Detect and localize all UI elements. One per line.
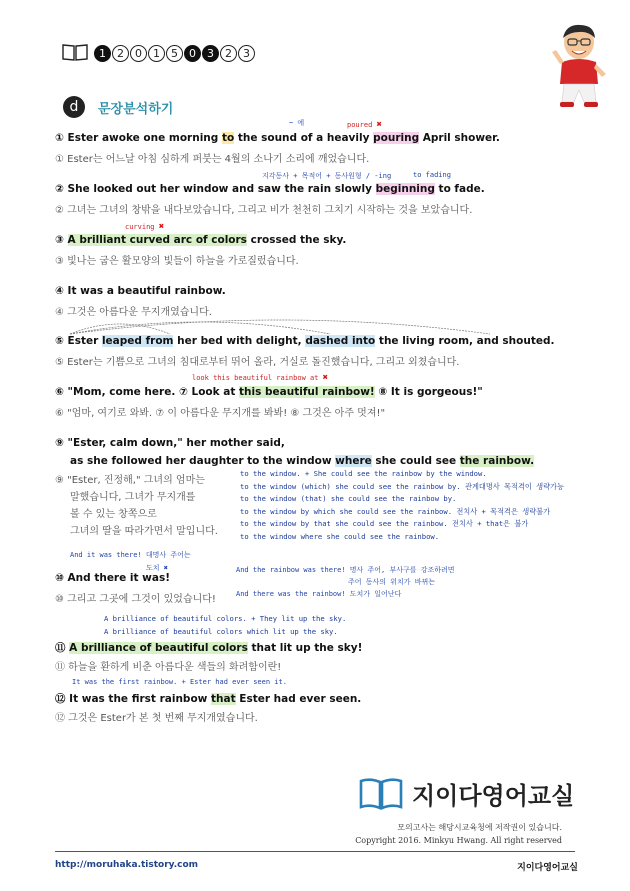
code-digits [94,42,256,62]
sentence-6-8: ⑥ "Mom, come here. ⑦ Look at this beautiful rainbow! ⑧ It is gorgeous!" [55,386,483,398]
translation-10: ⑩ 그리고 그곳에 그것이 있었습니다! [55,594,216,605]
note-line: to the window by that she could see the rainbow. 전치사 + that은 불가 [240,519,529,529]
sentence-10: ⑩ And there it was! [55,572,170,584]
code-digit: 2 [112,45,129,62]
sentence-9-line-2: as she followed her daughter to the window where she could see the rainbow. [70,455,535,467]
footer-divider [55,851,575,852]
code-digit: 2 [220,45,237,62]
note-curving: curving ✖ [125,222,165,232]
code-digit: 0 [184,45,201,62]
translation-9-line-3: 볼 수 있는 창쪽으로 [70,509,157,520]
code-digit: 0 [130,45,147,62]
teacher-avatar [550,22,608,110]
note-s12: It was the first rainbow. + Ester had ever seen it. [72,678,287,686]
code-digit: 3 [238,45,255,62]
sentence-4: ④ It was a beautiful rainbow. [55,285,226,297]
code-digit: 5 [166,45,183,62]
sentence-1: ① Ester awoke one morning to the sound of a heavily pouring April shower. [55,132,500,144]
note-s2-fading: to fading [413,171,451,179]
footer-url-link[interactable]: http://moruhaka.tistory.com [55,860,199,870]
translation-1: ① Ester는 어느날 아침 심하게 퍼붓는 4월의 소나기 소리에 깨었습니다. [55,154,370,165]
note-s1-preposition: ~ 에 [289,119,305,127]
copyright-korean: 모의고사는 해당시교육청에 저작권이 있습니다. [397,823,562,832]
note-s10-d: 주어 동사의 위치가 바뀌는 [348,578,436,586]
code-digit: 1 [148,45,165,62]
wrong-x-icon: ✖ [376,120,382,130]
wrong-x-icon: ✖ [322,373,329,383]
section-title: 문장분석하기 [98,102,174,117]
note-s10-a: And it was there! 대명사 주어는 [70,551,191,559]
note-line: A brilliance of beautiful colors. + They lit up the sky. [104,614,347,623]
sentence-5: ⑤ Ester leaped from her bed with delight, dashed into the living room, and shouted. [55,335,555,347]
note-s10-e: And there was the rainbow! 도치가 일어난다 [236,590,402,598]
copyright-english: Copyright 2016. Minkyu Hwang. All right reserved [355,836,562,845]
note-s10-b: 도치 ✖ [146,564,168,572]
translation-9-line-4: 그녀의 딸을 따라가면서 말입니다. [70,526,218,537]
note-s10-c: And the rainbow was there! 명사 주어, 부사구를 강조하려면 [236,566,455,574]
s5-parallel-arcs [60,318,500,336]
open-book-icon [358,777,404,811]
translation-11: ⑪ 하늘을 환하게 비춘 아름다운 색들의 화려함이란! [55,662,282,673]
brand-logo-text: 지이다영어교실 [412,782,575,810]
note-line: to the window by which she could see the rainbow. 전치사 + 목적격은 생략불가 [240,506,551,516]
note-line: A brilliance of beautiful colors which lit up the sky. [104,626,338,636]
translation-3: ③ 빛나는 굽은 활모양의 빛들이 하늘을 가로질렀습니다. [55,256,299,267]
note-line: to the window where she could see the rainbow. [240,531,440,541]
document-code [62,42,256,62]
sentence-3: ③ A brilliant curved arc of colors crossed the sky. [55,234,347,246]
translation-12: ⑫ 그것은 Ester가 본 첫 번째 무지개였습니다. [55,713,258,724]
translation-4: ④ 그것은 아름다운 무지개였습니다. [55,307,212,318]
wrong-x-icon: ✖ [158,222,165,232]
translation-5: ⑤ Ester는 기쁨으로 그녀의 침대로부터 뛰어 올라, 거실로 돌진했습니다, 그리고 외쳤습니다. [55,357,460,368]
section-letter-icon: d [63,96,85,118]
note-s6-wrong-order: look this beautiful rainbow at ✖ [192,373,329,383]
note-poured: poured ✖ [347,120,382,130]
translation-9-line-1: ⑨ "Ester, 진정해," 그녀의 엄마는 [55,475,205,486]
sentence-9-line-1: ⑨ "Ester, calm down," her mother said, [55,437,285,449]
note-line: to the window (that) she could see the rainbow by. [240,494,457,504]
footer-brand: 지이다영어교실 [517,863,578,873]
code-digit: 3 [202,45,219,62]
note-line: to the window (which) she could see the rainbow by. 관계대명사 목적격이 생략가능 [240,481,564,491]
s9-relative-clause-notes [240,468,564,544]
book-icon [62,43,88,61]
translation-9-line-2: 말했습니다, 그녀가 무지개를 [70,492,196,503]
translation-2: ② 그녀는 그녀의 창밖을 내다보았습니다, 그리고 비가 천천히 그치기 시작하는 것을 보았습니다. [55,205,473,216]
sentence-12: ⑫ It was the first rainbow that Ester had ever seen. [55,693,362,705]
sentence-11: ⑪ A brilliance of beautiful colors that lit up the sky! [55,642,363,654]
note-line: to the window. + She could see the rainbow by the window. [240,469,487,478]
translation-6-8: ⑥ "엄마, 여기로 와봐. ⑦ 이 아름다운 무지개를 봐봐! ⑧ 그것은 아주 멋져!" [55,408,386,419]
note-s2-perception-verb: 지각동사 + 목적어 + 동사원형 / -ing [262,172,392,180]
sentence-2: ② She looked out her window and saw the rain slowly beginning to fade. [55,183,485,195]
s11-relative-notes [104,613,346,638]
brand-logo [358,776,574,811]
code-digit: 1 [94,45,111,62]
